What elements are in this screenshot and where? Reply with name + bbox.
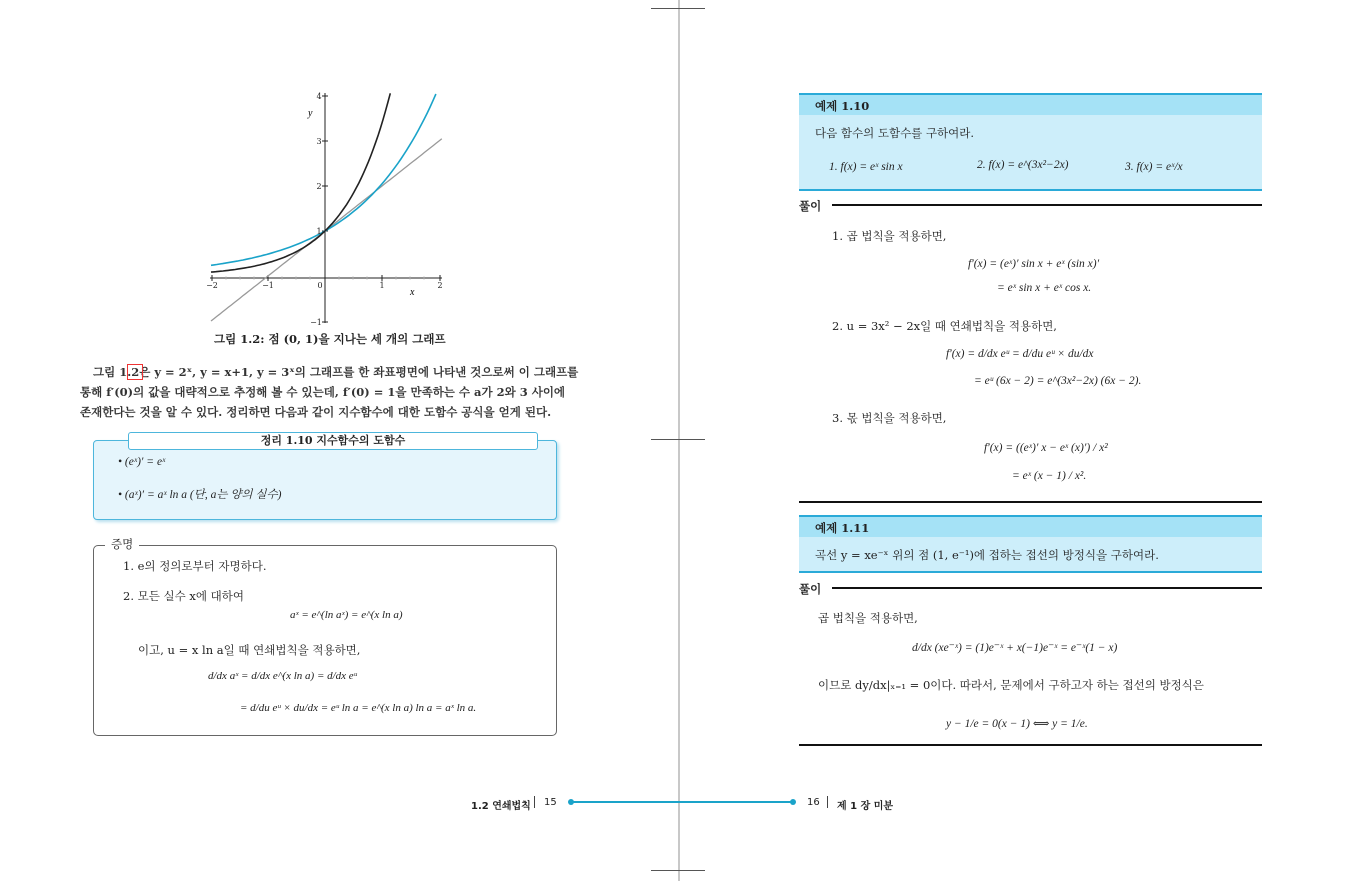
proof-label: 증명 (105, 536, 139, 552)
page-divider (678, 0, 680, 881)
paragraph-line: 존재한다는 것을 알 수 있다. 정리하면 다음과 같이 지수함수에 대한 도함수 공식을 얻게 된다. (80, 405, 552, 419)
theorem-item: • (eˣ)′ = eˣ (118, 456, 166, 468)
footer-separator (534, 796, 535, 808)
function-graph (200, 88, 450, 328)
solution-equation: d/dx (xe⁻ˣ) = (1)e⁻ˣ + x(−1)e⁻ˣ = e⁻ˣ(1 − x) (912, 642, 1118, 654)
crop-mark (651, 870, 705, 871)
solution-equation: y − 1/e = 0(x − 1) ⟺ y = 1/e. (946, 718, 1088, 730)
solution-equation: = eˣ (x − 1) / x². (1012, 470, 1087, 482)
x-tick: −1 (262, 281, 274, 290)
solution-step: 곱 법칙을 적용하면, (818, 611, 918, 625)
y-tick: 3 (316, 137, 322, 146)
footer-section-right: 제 1 장 미분 (837, 801, 894, 812)
crop-mark (651, 439, 705, 440)
example-item: 2. f(x) = e^(3x²−2x) (977, 159, 1069, 171)
y-tick: −1 (310, 318, 322, 327)
example-title: 예제 1.10 (815, 99, 870, 113)
theorem-box (93, 440, 557, 520)
theorem-item: • (aˣ)′ = aˣ ln a (단, a는 양의 실수) (118, 489, 282, 501)
y-axis-label: y (308, 108, 313, 119)
solution-equation: = eᵘ (6x − 2) = e^(3x²−2x) (6x − 2). (974, 375, 1142, 387)
footer-line (572, 801, 794, 803)
example-title: 예제 1.11 (815, 521, 870, 535)
footer-section-left: 1.2 연쇄법칙 (471, 801, 531, 812)
solution-rule (832, 587, 1262, 589)
example-box (799, 93, 1262, 191)
example-prompt: 곡선 y = xe⁻ˣ 위의 점 (1, e⁻¹)에 접하는 접선의 방정식을 구하여라. (815, 548, 1159, 562)
x-tick: −2 (206, 281, 218, 290)
solution-step: 2. u = 3x² − 2x일 때 연쇄법칙을 적용하면, (832, 319, 1057, 333)
curve-3-pow-x (211, 93, 390, 272)
solution-equation: f′(x) = ((eˣ)′ x − eˣ (x)′) / x² (984, 442, 1108, 454)
paragraph-line: 그림 1.2은 y = 2ˣ, y = x+1, y = 3ˣ의 그래프를 한 좌표평면에 나타낸 것으로써 이 그래프를 (93, 365, 579, 379)
page-number-right: 16 (807, 797, 820, 808)
solution-step: 3. 몫 법칙을 적용하면, (832, 411, 947, 425)
solution-step: 이므로 dy/dx|ₓ₌₁ = 0이다. 따라서, 문제에서 구하고자 하는 접선의 방정식은 (818, 678, 1204, 692)
paragraph-line: 통해 f′(0)의 값을 대략적으로 추정해 볼 수 있는데, f′(0) = 1을 만족하는 수 a가 2와 3 사이에 (80, 385, 566, 399)
x-tick: 1 (379, 281, 385, 290)
theorem-title: 정리 1.10 지수함수의 도함수 (128, 432, 538, 450)
x-tick: 2 (437, 281, 443, 290)
example-box (799, 515, 1262, 573)
example-item: 1. f(x) = eˣ sin x (829, 161, 903, 173)
example-header (799, 517, 1262, 537)
y-tick: 1 (316, 227, 322, 236)
figure-caption: 그림 1.2: 점 (0, 1)을 지나는 세 개의 그래프 (214, 332, 446, 346)
x-tick: 0 (317, 281, 323, 290)
solution-equation: f′(x) = (eˣ)′ sin x + eˣ (sin x)′ (968, 258, 1100, 270)
solution-equation: f′(x) = d/dx eᵘ = d/du eᵘ × du/dx (946, 348, 1094, 360)
proof-step: 2. 모든 실수 x에 대하여 (123, 589, 244, 603)
proof-equation: d/dx aˣ = d/dx e^(x ln a) = d/dx eᵘ (208, 670, 357, 682)
curve-2-pow-x (211, 94, 436, 265)
solution-rule (832, 204, 1262, 206)
example-prompt: 다음 함수의 도함수를 구하여라. (815, 126, 975, 140)
solution-equation: = eˣ sin x + eˣ cos x. (997, 282, 1092, 294)
y-tick: 2 (316, 182, 322, 191)
proof-step: 1. e의 정의로부터 자명하다. (123, 559, 267, 573)
figure-reference-link[interactable] (127, 364, 143, 380)
x-axis-label: x (410, 287, 415, 298)
section-rule (799, 744, 1262, 746)
solution-step: 1. 곱 법칙을 적용하면, (832, 229, 947, 243)
proof-equation: = d/du eᵘ × du/dx = eᵘ ln a = e^(x ln a) ln a = aˣ ln a. (240, 702, 477, 714)
section-rule (799, 501, 1262, 503)
solution-label: 풀이 (799, 582, 822, 596)
example-header (799, 95, 1262, 115)
proof-step: 이고, u = x ln a일 때 연쇄법칙을 적용하면, (138, 643, 361, 657)
footer-dot (790, 799, 796, 805)
proof-equation: aˣ = e^(ln aˣ) = e^(x ln a) (290, 609, 403, 621)
example-item: 3. f(x) = eˣ/x (1125, 161, 1183, 173)
y-tick: 4 (316, 92, 322, 101)
crop-mark (651, 8, 705, 9)
page-number-left: 15 (544, 797, 557, 808)
solution-label: 풀이 (799, 199, 822, 213)
footer-separator (827, 796, 828, 808)
